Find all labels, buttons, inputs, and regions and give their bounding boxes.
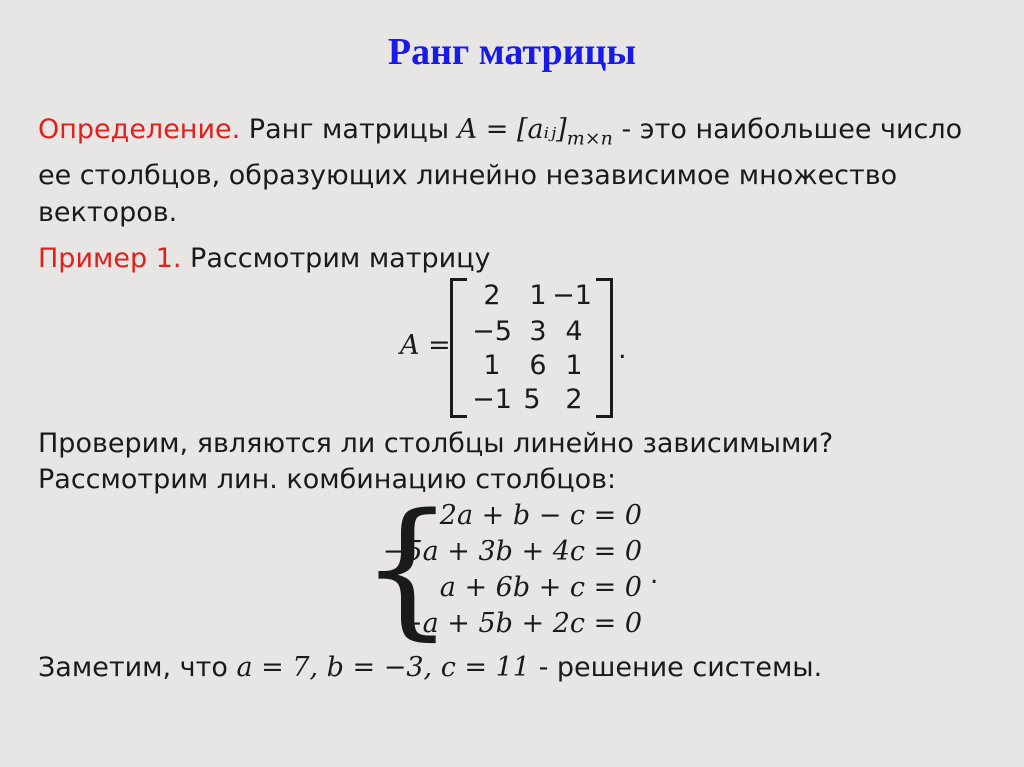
matrix-notation: A = [aᵢⱼ]	[457, 114, 567, 145]
matrix-cell: 3	[529, 316, 547, 347]
equation-4: −a + 5b + 2c = 0	[399, 608, 642, 639]
matrix-cell: 2	[483, 280, 501, 311]
example-label: Пример 1.	[38, 243, 182, 274]
definition-text-1: Ранг матрицы	[248, 114, 450, 145]
equation-system	[360, 482, 660, 654]
matrix-cell: 1	[529, 280, 547, 311]
conclusion-prefix: Заметим, что	[38, 652, 228, 683]
definition-label: Определение.	[38, 114, 241, 145]
conclusion-line	[38, 652, 822, 683]
conclusion-solution: a = 7, b = −3, c = 11	[236, 652, 530, 683]
definition-line-3: векторов.	[38, 197, 178, 228]
matrix-cell: 6	[529, 350, 547, 381]
system-end-period: .	[650, 560, 659, 590]
matrix-cell: −5	[472, 316, 512, 347]
matrix-cell: 4	[565, 316, 583, 347]
definition-line-1	[38, 114, 962, 149]
check-line-1: Проверим, являются ли столбцы линейно зависимыми?	[38, 428, 834, 459]
equation-3: a + 6b + c = 0	[439, 572, 642, 603]
example-line	[38, 243, 491, 274]
system-brace: {	[360, 482, 455, 654]
matrix-right-bracket	[596, 278, 613, 418]
equation-1: 2a + b − c = 0	[439, 500, 642, 531]
equation-2: −5a + 3b + 4c = 0	[382, 536, 642, 567]
definition-text-2: - это наибольшее число	[621, 114, 963, 145]
matrix-cell: −1	[552, 280, 592, 311]
conclusion-suffix: - решение системы.	[538, 652, 823, 683]
matrix-cell: 1	[483, 350, 501, 381]
matrix-cell: 1	[565, 350, 583, 381]
slide-title: Ранг матрицы	[387, 31, 637, 73]
matrix-cell: 5	[523, 384, 541, 415]
matrix-notation-subscript: m×n	[566, 127, 613, 150]
matrix-A	[396, 278, 646, 418]
matrix-cell: 2	[565, 384, 583, 415]
definition-line-2: ее столбцов, образующих линейно независимое множество	[38, 160, 898, 191]
matrix-end-period: .	[618, 334, 627, 365]
example-text: Рассмотрим матрицу	[190, 243, 491, 274]
matrix-left-bracket	[450, 278, 467, 418]
matrix-name: A =	[400, 330, 451, 361]
matrix-cell: −1	[472, 384, 512, 415]
check-line-2: Рассмотрим лин. комбинацию столбцов:	[38, 464, 617, 495]
